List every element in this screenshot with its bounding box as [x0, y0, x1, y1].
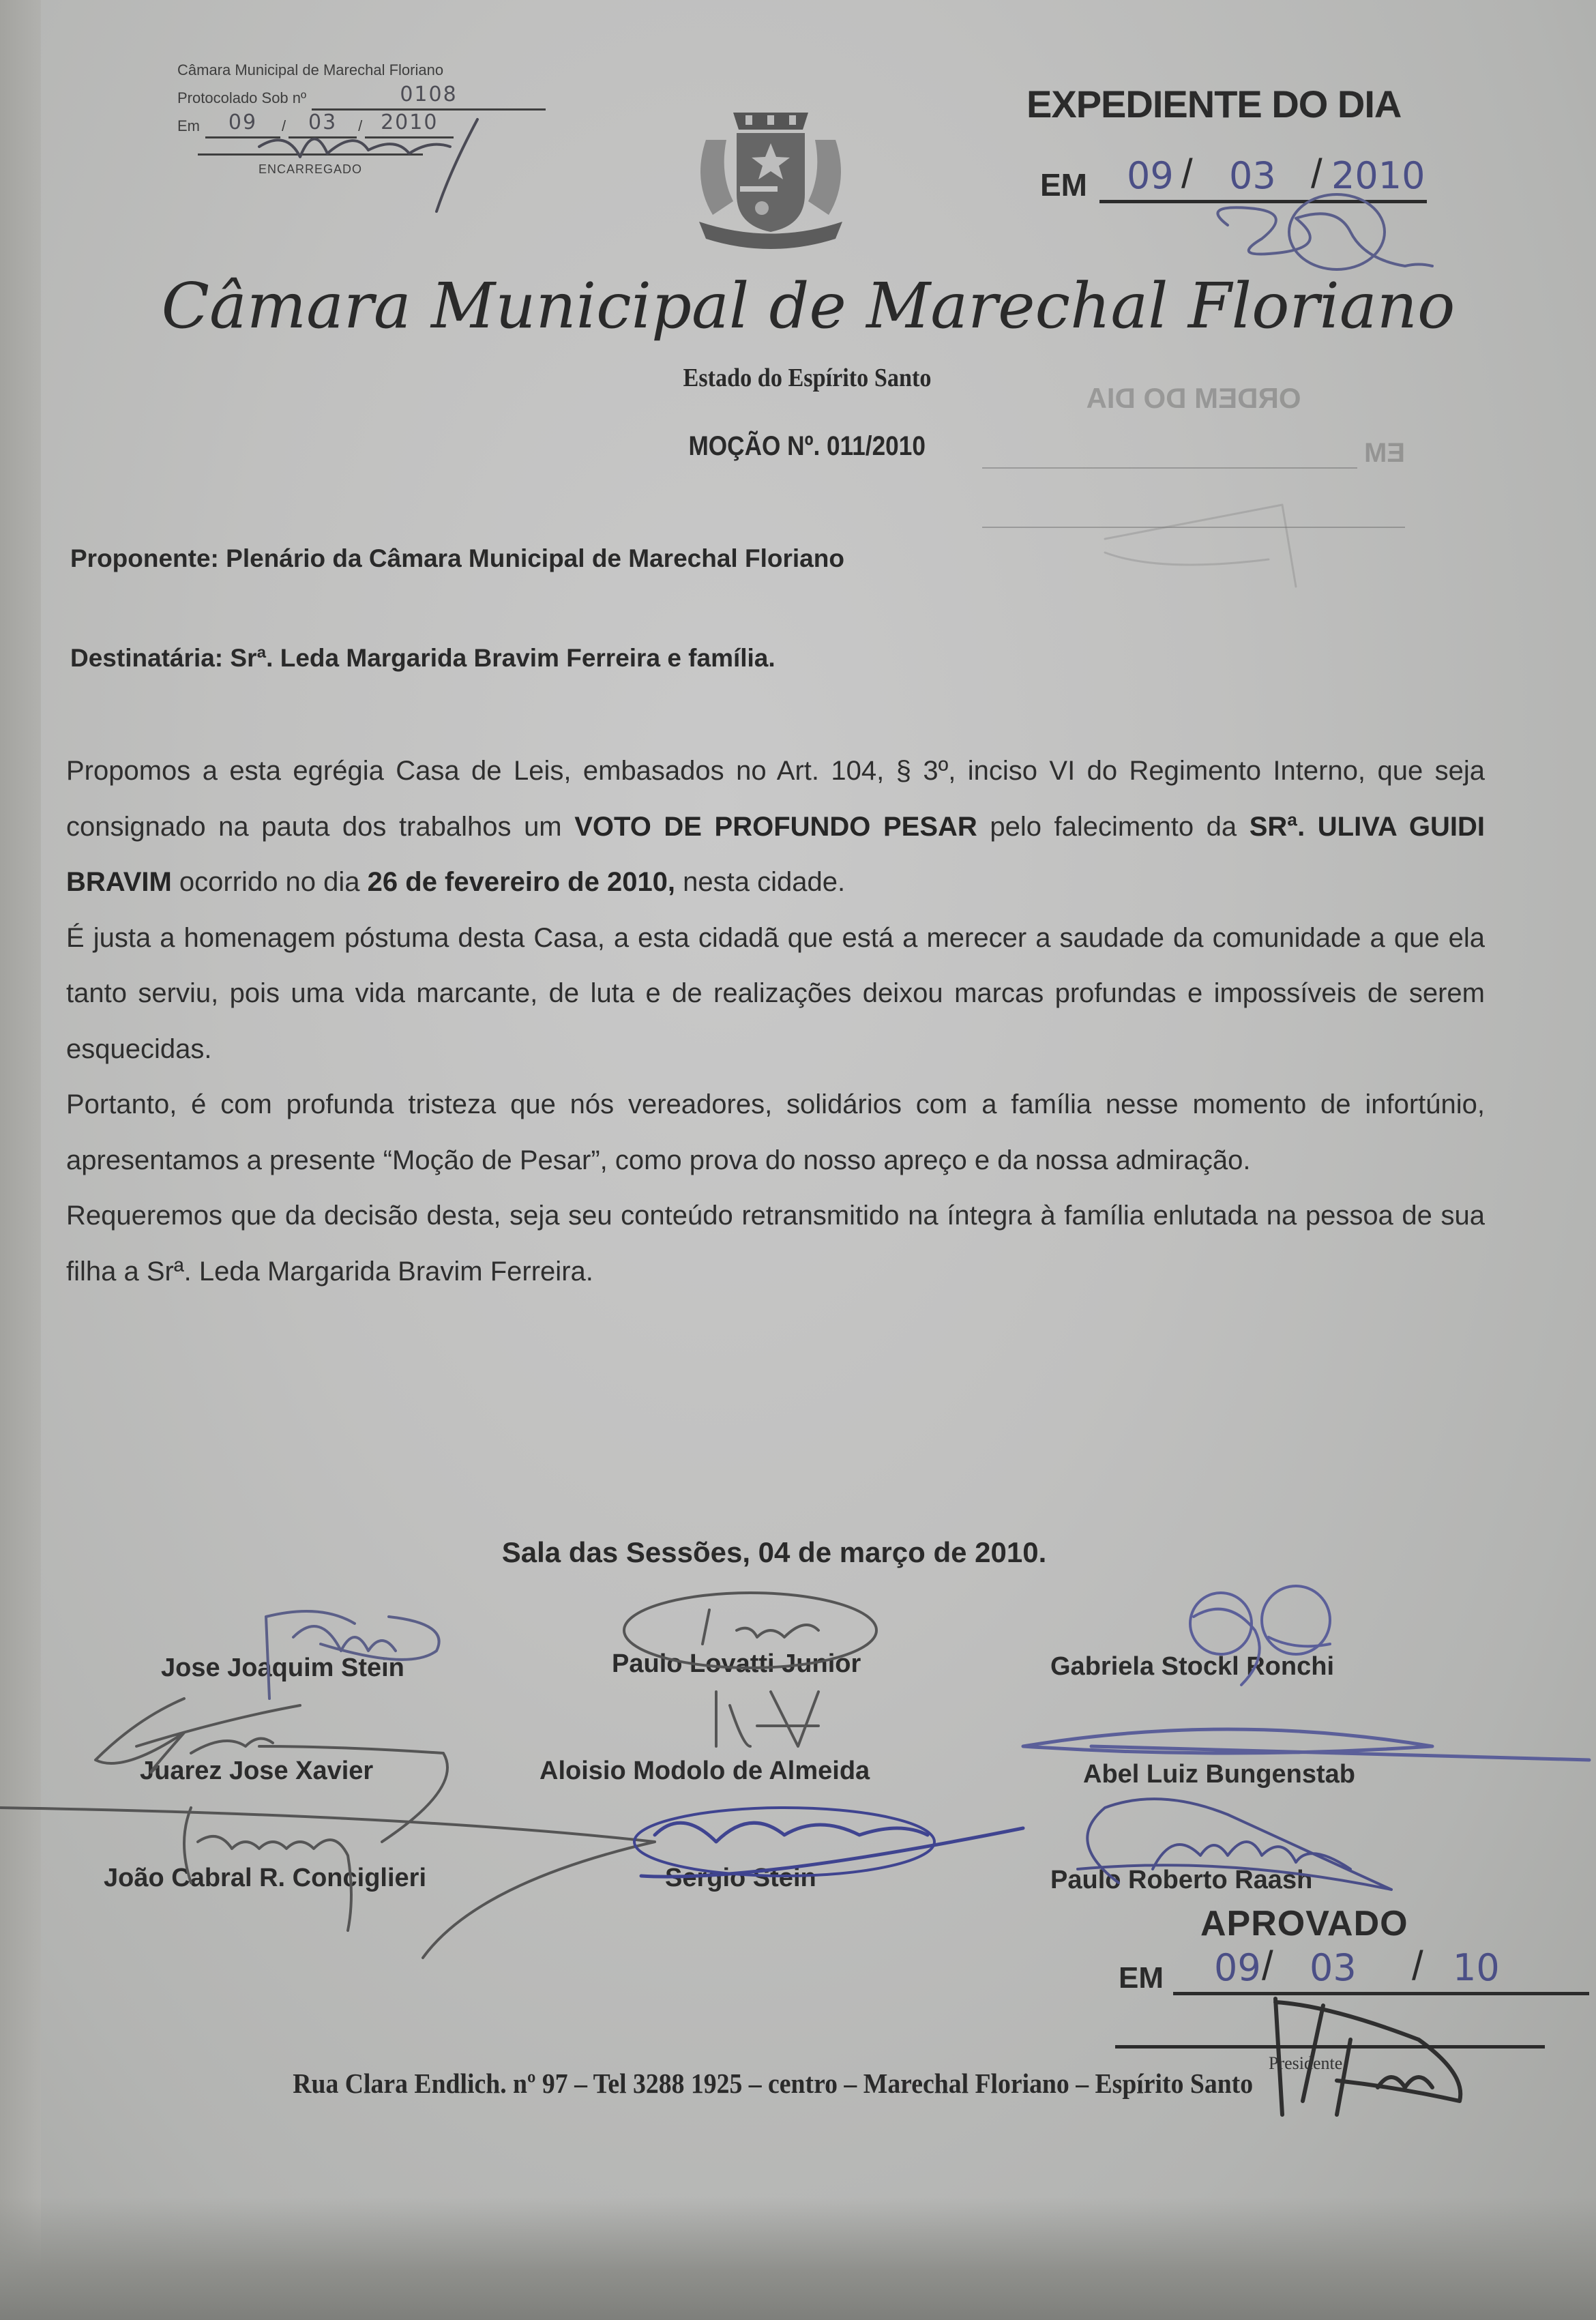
approval-date-row: [1119, 1943, 1589, 1995]
stamp-signer-role: ENCARREGADO: [198, 153, 423, 181]
signer-name: Paulo Roberto Raash: [1050, 1866, 1313, 1894]
motion-body: [66, 744, 1485, 1300]
approval-em-label: EM: [1119, 1961, 1164, 1995]
destinataria-line: Destinatária: Srª. Leda Margarida Bravim Ferreira e família.: [70, 644, 775, 672]
signer-name: Gabriela Stockl Ronchi: [1050, 1652, 1334, 1681]
stamp-protocol-label: Protocolado Sob nº: [177, 89, 307, 106]
stamp-date-year: 2010: [381, 111, 439, 134]
expediente-month: 03: [1229, 154, 1276, 197]
session-date-line: Sala das Sessões, 04 de março de 2010.: [501, 1536, 1047, 1568]
signer-name: Jose Joaquim Stein: [161, 1654, 404, 1682]
approval-year: 10: [1453, 1946, 1500, 1989]
signer-name: Paulo Lovatti Junior: [612, 1649, 861, 1678]
page-bottom-edge: [20, 2291, 1596, 2320]
approval-day: 09: [1214, 1946, 1261, 1989]
signature-stroke: [703, 1610, 818, 1644]
stamp-line-date: Em 09 / 03 / 2010: [177, 111, 546, 138]
expediente-em-label: EM: [1040, 167, 1087, 203]
municipal-coat-of-arms-icon: [685, 99, 856, 256]
signer-name: João Cabral R. Conciglieri: [104, 1864, 426, 1892]
signer-name: Juarez Jose Xavier: [140, 1757, 374, 1785]
stamp-date-label: Em: [177, 117, 200, 134]
expediente-date-line: 09 / 03 / 2010: [1099, 160, 1427, 203]
bleed-through-stamp: [982, 382, 1405, 580]
stamp-protocol-number: 0108: [400, 83, 458, 106]
signer-name: Aloisio Modolo de Almeida: [540, 1757, 870, 1785]
signer-name: Sergio Stein: [665, 1864, 816, 1892]
approval-date-line: 09 / 03 / 10: [1173, 1951, 1589, 1995]
body-paragraph-3: Portanto, é com profunda tristeza que nós vereadores, solidários com a família nesse momento de infortúnio, apresentamos a presente “Moção de Pesar”, como prova do nosso apreço e da nossa admiração.: [66, 1089, 1485, 1175]
signature-stroke: [716, 1692, 818, 1746]
signer-name: Abel Luiz Bungenstab: [1083, 1760, 1355, 1789]
stamp-line-institution: [177, 58, 546, 83]
document-number: MOÇÃO Nº. 011/2010: [688, 431, 926, 461]
president-label: Presidente: [1269, 2053, 1343, 2073]
approval-month: 03: [1310, 1946, 1357, 1989]
signature-stroke: [1217, 207, 1432, 266]
expediente-date-row: [1040, 151, 1427, 203]
expediente-title: EXPEDIENTE DO DIA: [1026, 83, 1402, 126]
expediente-day: 09: [1127, 154, 1174, 197]
bleed-through-em: EM: [1364, 438, 1405, 468]
signature-stroke: [1262, 1586, 1330, 1654]
signature-stroke: [1289, 194, 1385, 269]
institution-title: Câmara Municipal de Marechal Floriano: [161, 269, 1455, 342]
protocol-stamp: [177, 58, 546, 181]
stamp-date-month: 03: [308, 111, 338, 134]
expediente-year: 2010: [1331, 154, 1425, 197]
state-subtitle: Estado do Espírito Santo: [683, 364, 932, 392]
body-paragraph-4: Requeremos que da decisão desta, seja seu conteúdo retransmitido na íntegra à família enlutada na pessoa de sua filha a Srª. Leda Margarida Bravim Ferreira.: [66, 1201, 1485, 1287]
proponente-line: Proponente: Plenário da Câmara Municipal de Marechal Floriano: [70, 544, 844, 572]
signature-stroke: [1190, 1593, 1252, 1654]
approval-title: APROVADO: [1200, 1904, 1408, 1943]
footer-address: Rua Clara Endlich. nº 97 – Tel 3288 1925 – centro – Marechal Floriano – Espírito Santo: [293, 2068, 1254, 2099]
stamp-line-protocol: [177, 83, 546, 111]
president-signature-line: [1115, 2045, 1545, 2049]
signature-stroke: [1023, 1729, 1589, 1760]
stamp-institution: Câmara Municipal de Marechal Floriano: [177, 61, 444, 78]
bleed-through-title: ORDEM DO DIA: [1086, 382, 1301, 414]
body-paragraph-2: É justa a homenagem póstuma desta Casa, a esta cidadã que está a merecer a saudade da comunidade a que ela tanto serviu, pois uma vida marcante, de luta e de realizações deixou marcas profundas e impossíveis de serem esquecidas.: [66, 922, 1485, 1064]
body-paragraph-1: Propomos a esta egrégia Casa de Leis, embasados no Art. 104, § 3º, inciso VI do Regimento Interno, que seja consignado na pauta dos trabalhos um VOTO DE PROFUNDO PESAR pelo falecimento da SRª. ULIVA GUIDI BRAVIM ocorrido no dia 26 de fevereiro de 2010, nesta cidade.: [66, 756, 1485, 897]
stamp-date-day: 09: [228, 111, 258, 134]
